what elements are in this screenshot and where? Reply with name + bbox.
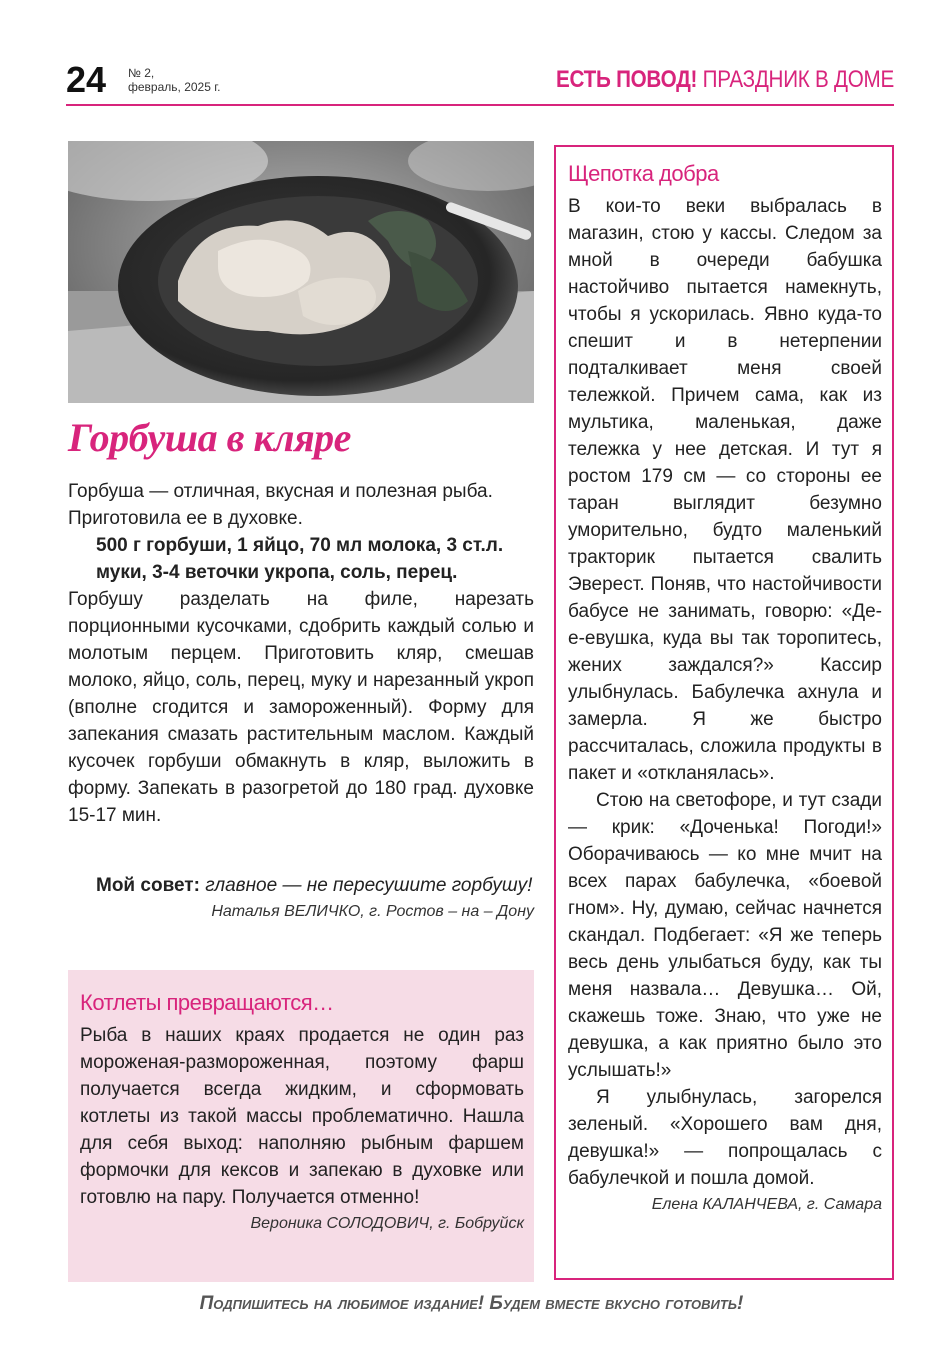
kotlety-paragraph: Рыба в наших краях продается не один раз мороженая-размороженная, поэтому фарш получается всегда жидким, и сформовать котлеты из такой массы проблематично. Нашла для себя выход: наполняю рыбным фаршем формочки для кексов и запекаю в духовке или готовлю на пару. Получается отменно! <box>80 1025 524 1208</box>
page-header <box>66 58 894 100</box>
issue-date: февраль, 2025 г. <box>128 80 221 94</box>
page-number: 24 <box>66 59 107 100</box>
kotlety-text <box>80 1022 524 1235</box>
fish-dish-photo <box>68 141 534 403</box>
dobro-heading: Щепотка добра <box>568 161 719 186</box>
advice-content: главное — не пересушите горбушу! <box>199 875 533 896</box>
recipe-intro: Горбуша — отличная, вкусная и полезная рыба. Приготовила ее в духовке. <box>68 481 493 529</box>
issue-number: № 2, <box>128 66 155 80</box>
kotlety-author: Вероника СОЛОДОВИЧ, г. Бобруйск <box>250 1215 524 1232</box>
rubric-sub: ПРАЗДНИК В ДОМЕ <box>702 66 894 93</box>
dobro-paragraph-3: Я улыбнулась, загорелся зеленый. «Хорошего вам дня, девушка!» — попрощалась с бабулечкой и пошла домой. <box>568 1087 882 1189</box>
dobro-paragraph-1: В кои-то веки выбралась в магазин, стою у кассы. Следом за мной в очереди бабушка настойчиво пытается намекнуть, чтобы я ускорилась. Явно куда-то спешит и в нетерпении подталкивает меня своей тележкой. Причем сама, как из мультика, маленькая, даже тележка у нее детская. И тут я ростом 179 см — со стороны ее таран выглядит безумно уморительно, будто маленький тракторик пытается свалить Эверест. Поняв, что настойчивости бабусе не занимать, говорю: «Де-е-евушка, куда вы так торопитесь, жених заждался?» Кассир улыбнулась. Бабулечка ахнула и замерла. Я же быстро рассчиталась, сложила продукты в пакет и «откланялась». <box>568 196 882 784</box>
dobro-box <box>554 145 894 1280</box>
dobro-paragraph-2: Стою на светофоре, и тут сзади — крик: «Доченька! Погоди!» Оборачиваюсь — ко мне мчит на всех парах бабулечка, «боевой гном». Ну, думаю, сейчас начнется скандал. Подбегает: «Я же теперь весь день улыбаться буду, как ты меня назвала… Девушка… Ой, скажешь тоже. Знаю, что уже не девушка, а как приятно было это услышать!» <box>568 790 882 1081</box>
recipe-body <box>68 478 534 829</box>
dobro-text <box>568 193 882 1216</box>
advice-text <box>96 872 534 899</box>
recipe-ingredients: 500 г горбуши, 1 яйцо, 70 мл молока, 3 ст.л. муки, 3-4 веточки укропа, соль, перец. <box>96 535 504 583</box>
issue-info <box>128 66 220 94</box>
recipe-method: Горбушу разделать на филе, нарезать порционными кусочками, сдобрить каждый солью и молотым перцем. Приготовить кляр, смешав молоко, яйцо, соль, перец, муку и нарезанный укроп (вполне сгодится и замороженный). Форму для запекания смазать растительным маслом. Каждый кусочек горбуши обмакнуть в кляр, выложить в форму. Запекать в разогретой до 180 град. духовке 15-17 мин. <box>68 589 534 826</box>
advice-block <box>96 872 534 923</box>
rubric-main: ЕСТЬ ПОВОД! <box>556 66 698 93</box>
kotlety-heading: Котлеты превращаются… <box>80 990 334 1015</box>
subscribe-footer: Подпишитесь на любимое издание! Будем вместе вкусно готовить! <box>199 1293 744 1314</box>
kotlety-box <box>68 970 534 1282</box>
recipe-title: Горбуша в кляре <box>68 415 351 460</box>
advice-label: Мой совет: <box>96 875 200 896</box>
section-rubric <box>556 68 894 92</box>
header-divider <box>66 104 894 106</box>
recipe-author: Наталья ВЕЛИЧКО, г. Ростов – на – Дону <box>211 903 534 920</box>
dobro-author: Елена КАЛАНЧЕВА, г. Самара <box>651 1196 882 1213</box>
